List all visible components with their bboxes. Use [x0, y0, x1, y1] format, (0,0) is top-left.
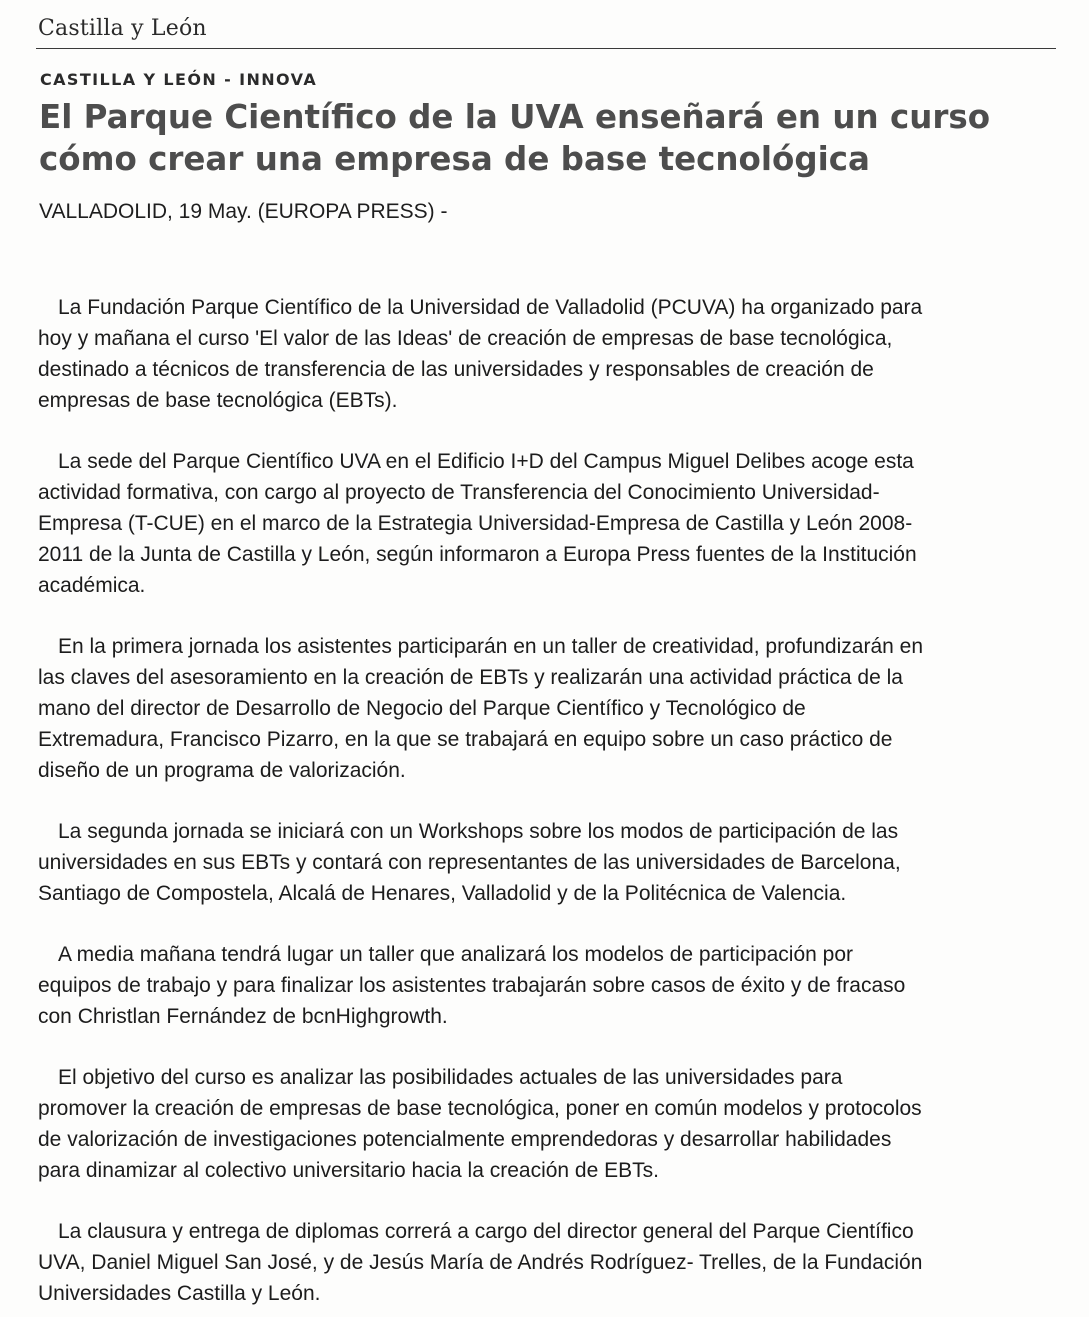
paragraph-line: las claves del asesoramiento en la creación de EBTs y realizarán una actividad práctica de la [38, 666, 903, 689]
paragraph-line: académica. [38, 574, 146, 597]
paragraph-line: hoy y mañana el curso 'El valor de las Ideas' de creación de empresas de base tecnológica, [38, 327, 893, 350]
paragraph-line: Extremadura, Francisco Pizarro, en la que se trabajará en equipo sobre un caso práctico de [38, 728, 893, 751]
paragraph-line: diseño de un programa de valorización. [38, 759, 406, 782]
paragraph-line: de valorización de investigaciones potencialmente emprendedoras y desarrollar habilidades [38, 1128, 892, 1151]
paragraph-line: Santiago de Compostela, Alcalá de Henares, Valladolid y de la Politécnica de Valencia. [38, 882, 847, 905]
paragraph-line: para dinamizar al colectivo universitario hacia la creación de EBTs. [38, 1159, 659, 1182]
paragraph-line: Universidades Castilla y León. [38, 1282, 321, 1305]
paragraph [38, 816, 1048, 909]
dateline: VALLADOLID, 19 May. (EUROPA PRESS) - [39, 200, 448, 223]
headline-line-2: cómo crear una empresa de base tecnológica [39, 140, 870, 178]
paragraph-line: equipos de trabajo y para finalizar los asistentes trabajarán sobre casos de éxito y de fracaso [38, 974, 906, 997]
header-rule [36, 48, 1056, 49]
paragraph-line: promover la creación de empresas de base tecnológica, poner en común modelos y protocolos [38, 1097, 922, 1120]
section-header: Castilla y León [38, 16, 207, 41]
paragraph-line: universidades en sus EBTs y contará con representantes de las universidades de Barcelona, [38, 851, 901, 874]
paragraph [38, 292, 1048, 416]
paragraph-line: actividad formativa, con cargo al proyecto de Transferencia del Conocimiento Universidad- [38, 481, 880, 504]
paragraph-line: La Fundación Parque Científico de la Universidad de Valladolid (PCUVA) ha organizado para [58, 296, 923, 319]
paragraph-line: A media mañana tendrá lugar un taller que analizará los modelos de participación por [58, 943, 853, 966]
paragraph-line: En la primera jornada los asistentes participarán en un taller de creatividad, profundizarán en [58, 635, 923, 658]
article-body [38, 292, 1048, 1339]
paragraph-line: El objetivo del curso es analizar las posibilidades actuales de las universidades para [58, 1066, 843, 1089]
paragraph [38, 631, 1048, 786]
paragraph-line: La sede del Parque Científico UVA en el Edificio I+D del Campus Miguel Delibes acoge esta [58, 450, 914, 473]
paragraph [38, 1216, 1048, 1309]
paragraph [38, 1062, 1048, 1186]
paragraph [38, 939, 1048, 1032]
paragraph-line: UVA, Daniel Miguel San José, y de Jesús María de Andrés Rodríguez- Trelles, de la Fundación [38, 1251, 923, 1274]
kicker-label: CASTILLA Y LEÓN - INNOVA [40, 70, 318, 89]
paragraph-line: La clausura y entrega de diplomas correrá a cargo del director general del Parque Científico [58, 1220, 914, 1243]
paragraph-line: empresas de base tecnológica (EBTs). [38, 389, 398, 412]
paragraph-line: La segunda jornada se iniciará con un Workshops sobre los modos de participación de las [58, 820, 899, 843]
paragraph-line: destinado a técnicos de transferencia de las universidades y responsables de creación de [38, 358, 874, 381]
headline-line-1: El Parque Científico de la UVA enseñará en un curso [39, 98, 991, 136]
paragraph-line: con Christlan Fernández de bcnHighgrowth. [38, 1005, 448, 1028]
paragraph-line: Empresa (T-CUE) en el marco de la Estrategia Universidad-Empresa de Castilla y León 2008- [38, 512, 913, 535]
paragraph-line: 2011 de la Junta de Castilla y León, según informaron a Europa Press fuentes de la Institución [38, 543, 917, 566]
article-headline [39, 96, 1069, 180]
paragraph-line: mano del director de Desarrollo de Negocio del Parque Científico y Tecnológico de [38, 697, 806, 720]
paragraph [38, 446, 1048, 601]
